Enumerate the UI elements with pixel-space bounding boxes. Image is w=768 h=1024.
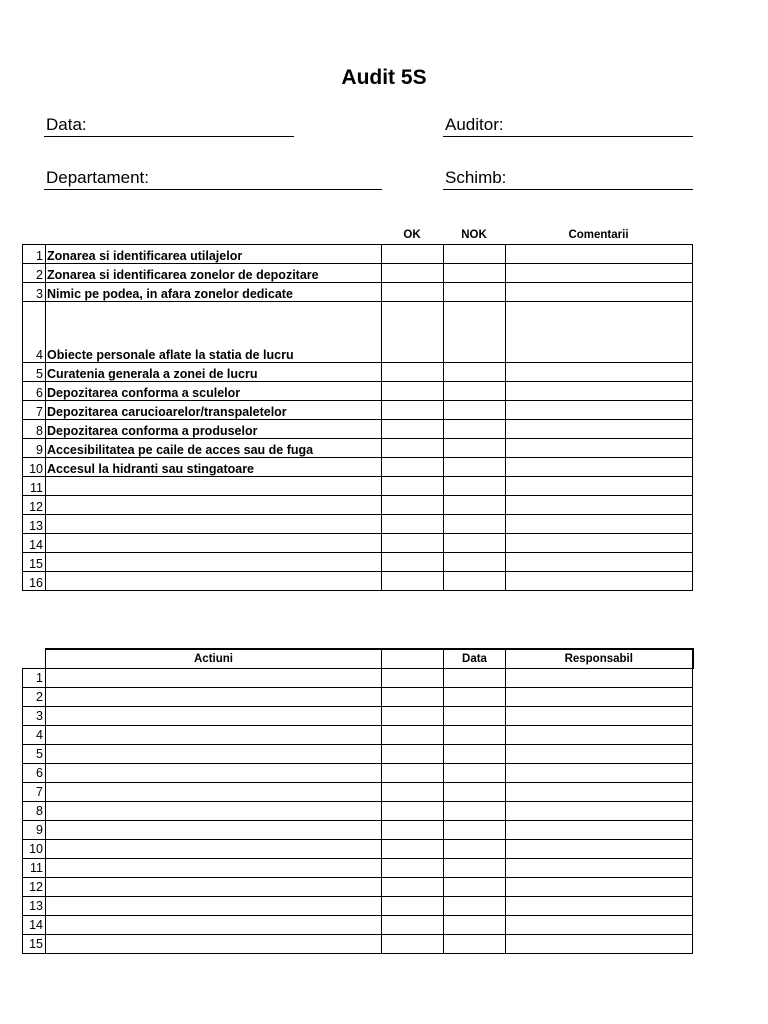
action-row <box>23 915 693 934</box>
row-number: 9 <box>23 820 46 839</box>
ok-cell[interactable] <box>382 553 444 572</box>
ok-cell[interactable] <box>382 401 444 420</box>
blank-cell <box>23 649 46 668</box>
comentarii-cell[interactable] <box>506 283 693 302</box>
blank-cell[interactable] <box>382 782 444 801</box>
ok-cell[interactable] <box>382 382 444 401</box>
nok-cell[interactable] <box>444 458 506 477</box>
blank-cell[interactable] <box>382 687 444 706</box>
checklist-item-text: Accesibilitatea pe caile de acces sau de fuga <box>46 439 382 458</box>
ok-cell[interactable] <box>382 534 444 553</box>
blank-cell[interactable] <box>382 763 444 782</box>
checklist-row <box>23 401 693 420</box>
nok-cell[interactable] <box>444 477 506 496</box>
data-cell[interactable] <box>444 782 506 801</box>
action-row <box>23 896 693 915</box>
row-number: 14 <box>23 915 46 934</box>
action-row <box>23 801 693 820</box>
row-number: 7 <box>23 401 46 420</box>
actiuni-cell[interactable] <box>46 763 382 782</box>
nok-cell[interactable] <box>444 439 506 458</box>
nok-cell[interactable] <box>444 302 506 363</box>
data-cell[interactable] <box>444 687 506 706</box>
auditor-field[interactable] <box>443 113 693 137</box>
checklist-item-text: Obiecte personale aflate la statia de lucru <box>46 302 382 363</box>
ok-cell[interactable] <box>382 496 444 515</box>
action-row <box>23 934 693 953</box>
blank-cell[interactable] <box>382 801 444 820</box>
responsabil-cell[interactable] <box>506 706 693 725</box>
checklist-row <box>23 496 693 515</box>
responsabil-cell[interactable] <box>506 782 693 801</box>
responsabil-cell[interactable] <box>506 668 693 687</box>
action-row <box>23 744 693 763</box>
actiuni-cell[interactable] <box>46 706 382 725</box>
departament-field[interactable] <box>44 166 382 190</box>
blank-cell[interactable] <box>382 725 444 744</box>
actiuni-cell[interactable] <box>46 915 382 934</box>
comentarii-cell[interactable] <box>506 534 693 553</box>
responsabil-cell[interactable] <box>506 896 693 915</box>
row-number: 14 <box>23 534 46 553</box>
data-cell[interactable] <box>444 839 506 858</box>
data-cell[interactable] <box>444 915 506 934</box>
nok-cell[interactable] <box>444 515 506 534</box>
checklist-row <box>23 264 693 283</box>
actiuni-cell[interactable] <box>46 858 382 877</box>
row-number: 11 <box>23 477 46 496</box>
responsabil-cell[interactable] <box>506 858 693 877</box>
responsabil-cell[interactable] <box>506 934 693 953</box>
checklist-item-text: Zonarea si identificarea zonelor de depozitare <box>46 264 382 283</box>
row-number: 11 <box>23 858 46 877</box>
action-row <box>23 820 693 839</box>
data-cell[interactable] <box>444 877 506 896</box>
action-row <box>23 782 693 801</box>
row-number: 15 <box>23 934 46 953</box>
checklist-item-text: Depozitarea conforma a sculelor <box>46 382 382 401</box>
checklist-item-text: Depozitarea carucioarelor/transpaletelor <box>46 401 382 420</box>
comentarii-cell[interactable] <box>506 439 693 458</box>
nok-cell[interactable] <box>444 534 506 553</box>
row-number: 2 <box>23 264 46 283</box>
checklist-row <box>23 439 693 458</box>
actiuni-cell[interactable] <box>46 782 382 801</box>
checklist-row <box>23 534 693 553</box>
row-number: 5 <box>23 744 46 763</box>
data-cell[interactable] <box>444 858 506 877</box>
nok-cell[interactable] <box>444 363 506 382</box>
blank-cell[interactable] <box>382 877 444 896</box>
responsabil-cell[interactable] <box>506 687 693 706</box>
row-number: 3 <box>23 706 46 725</box>
comentarii-cell[interactable] <box>506 420 693 439</box>
checklist-row <box>23 382 693 401</box>
ok-cell[interactable] <box>382 363 444 382</box>
data-cell[interactable] <box>444 725 506 744</box>
nok-cell[interactable] <box>444 401 506 420</box>
row-number: 12 <box>23 877 46 896</box>
data-field[interactable] <box>44 113 294 137</box>
row-number: 9 <box>23 439 46 458</box>
checklist-row <box>23 553 693 572</box>
row-number: 10 <box>23 458 46 477</box>
row-number: 1 <box>23 245 46 264</box>
actiuni-cell[interactable] <box>46 877 382 896</box>
responsabil-cell[interactable] <box>506 744 693 763</box>
ok-cell[interactable] <box>382 515 444 534</box>
ok-cell[interactable] <box>382 264 444 283</box>
blank-cell[interactable] <box>382 934 444 953</box>
actiuni-cell[interactable] <box>46 801 382 820</box>
ok-cell[interactable] <box>382 439 444 458</box>
comentarii-cell[interactable] <box>506 382 693 401</box>
data-cell[interactable] <box>444 706 506 725</box>
checklist-table <box>22 244 693 591</box>
row-number: 5 <box>23 363 46 382</box>
row-number: 12 <box>23 496 46 515</box>
checklist-row <box>23 572 693 591</box>
row-number: 13 <box>23 515 46 534</box>
action-row <box>23 706 693 725</box>
data-label: Data: <box>46 115 87 134</box>
blank-cell[interactable] <box>382 915 444 934</box>
ok-cell[interactable] <box>382 245 444 264</box>
row-number: 2 <box>23 687 46 706</box>
row-number: 6 <box>23 763 46 782</box>
comentarii-cell[interactable] <box>506 245 693 264</box>
action-row <box>23 763 693 782</box>
data-cell[interactable] <box>444 934 506 953</box>
auditor-label: Auditor: <box>445 115 504 134</box>
nok-cell[interactable] <box>444 572 506 591</box>
checklist-item-text: Zonarea si identificarea utilajelor <box>46 245 382 264</box>
comentarii-cell[interactable] <box>506 477 693 496</box>
blank-column-header <box>382 649 444 668</box>
responsabil-cell[interactable] <box>506 915 693 934</box>
data-column-header: Data <box>444 649 506 668</box>
checklist-row <box>23 363 693 382</box>
row-number: 8 <box>23 420 46 439</box>
row-number: 4 <box>23 302 46 363</box>
action-row <box>23 687 693 706</box>
schimb-label: Schimb: <box>445 168 507 187</box>
departament-label: Departament: <box>46 168 149 187</box>
action-row <box>23 839 693 858</box>
checklist-item-text <box>46 534 382 553</box>
checklist-row <box>23 458 693 477</box>
row-number: 8 <box>23 801 46 820</box>
row-number: 1 <box>23 668 46 687</box>
actiuni-cell[interactable] <box>46 725 382 744</box>
checklist-item-text <box>46 515 382 534</box>
actiuni-cell[interactable] <box>46 687 382 706</box>
row-number: 6 <box>23 382 46 401</box>
checklist-row <box>23 245 693 264</box>
responsabil-cell[interactable] <box>506 820 693 839</box>
comentarii-cell[interactable] <box>506 572 693 591</box>
comentarii-cell[interactable] <box>506 458 693 477</box>
action-row <box>23 668 693 687</box>
blank-cell[interactable] <box>382 839 444 858</box>
action-row <box>23 877 693 896</box>
schimb-field[interactable] <box>443 166 693 190</box>
actiuni-cell[interactable] <box>46 839 382 858</box>
ok-column-header: OK <box>403 229 421 241</box>
checklist-item-text <box>46 553 382 572</box>
row-number: 15 <box>23 553 46 572</box>
blank-cell[interactable] <box>382 820 444 839</box>
row-number: 16 <box>23 572 46 591</box>
actiuni-cell[interactable] <box>46 934 382 953</box>
comentarii-cell[interactable] <box>506 496 693 515</box>
actions-header-row <box>23 649 693 668</box>
nok-cell[interactable] <box>444 264 506 283</box>
actiuni-cell[interactable] <box>46 668 382 687</box>
checklist-row <box>23 302 693 363</box>
ok-cell[interactable] <box>382 458 444 477</box>
data-cell[interactable] <box>444 763 506 782</box>
responsabil-cell[interactable] <box>506 763 693 782</box>
checklist-item-text <box>46 477 382 496</box>
nok-cell[interactable] <box>444 382 506 401</box>
nok-cell[interactable] <box>444 553 506 572</box>
actiuni-cell[interactable] <box>46 820 382 839</box>
responsabil-cell[interactable] <box>506 877 693 896</box>
row-number: 7 <box>23 782 46 801</box>
data-cell[interactable] <box>444 820 506 839</box>
comentarii-cell[interactable] <box>506 264 693 283</box>
checklist-item-text: Curatenia generala a zonei de lucru <box>46 363 382 382</box>
comentarii-cell[interactable] <box>506 363 693 382</box>
row-number: 4 <box>23 725 46 744</box>
actiuni-cell[interactable] <box>46 896 382 915</box>
data-cell[interactable] <box>444 668 506 687</box>
checklist-item-text <box>46 496 382 515</box>
ok-cell[interactable] <box>382 420 444 439</box>
action-row <box>23 725 693 744</box>
checklist-row <box>23 283 693 302</box>
blank-cell[interactable] <box>382 896 444 915</box>
action-row <box>23 858 693 877</box>
comentarii-cell[interactable] <box>506 401 693 420</box>
responsabil-cell[interactable] <box>506 839 693 858</box>
ok-cell[interactable] <box>382 572 444 591</box>
row-number: 3 <box>23 283 46 302</box>
row-number: 10 <box>23 839 46 858</box>
checklist-row <box>23 420 693 439</box>
nok-cell[interactable] <box>444 496 506 515</box>
ok-cell[interactable] <box>382 477 444 496</box>
actions-table <box>22 648 694 954</box>
data-cell[interactable] <box>444 801 506 820</box>
checklist-row <box>23 477 693 496</box>
blank-cell[interactable] <box>382 858 444 877</box>
responsabil-cell[interactable] <box>506 801 693 820</box>
actiuni-column-header: Actiuni <box>46 649 382 668</box>
ok-cell[interactable] <box>382 283 444 302</box>
nok-column-header: NOK <box>461 229 487 241</box>
page-title: Audit 5S <box>341 66 427 89</box>
actiuni-cell[interactable] <box>46 744 382 763</box>
comentarii-column-header: Comentarii <box>568 229 629 241</box>
responsabil-cell[interactable] <box>506 725 693 744</box>
checklist-item-text <box>46 572 382 591</box>
comentarii-cell[interactable] <box>506 553 693 572</box>
comentarii-cell[interactable] <box>506 515 693 534</box>
row-number: 13 <box>23 896 46 915</box>
data-cell[interactable] <box>444 896 506 915</box>
nok-cell[interactable] <box>444 245 506 264</box>
data-cell[interactable] <box>444 744 506 763</box>
blank-cell[interactable] <box>382 706 444 725</box>
ok-cell[interactable] <box>382 302 444 363</box>
nok-cell[interactable] <box>444 283 506 302</box>
responsabil-column-header: Responsabil <box>506 649 693 668</box>
checklist-item-text: Depozitarea conforma a produselor <box>46 420 382 439</box>
nok-cell[interactable] <box>444 420 506 439</box>
checklist-item-text: Nimic pe podea, in afara zonelor dedicate <box>46 283 382 302</box>
checklist-item-text: Accesul la hidranti sau stingatoare <box>46 458 382 477</box>
blank-cell[interactable] <box>382 744 444 763</box>
blank-cell[interactable] <box>382 668 444 687</box>
checklist-row <box>23 515 693 534</box>
comentarii-cell[interactable] <box>506 302 693 363</box>
